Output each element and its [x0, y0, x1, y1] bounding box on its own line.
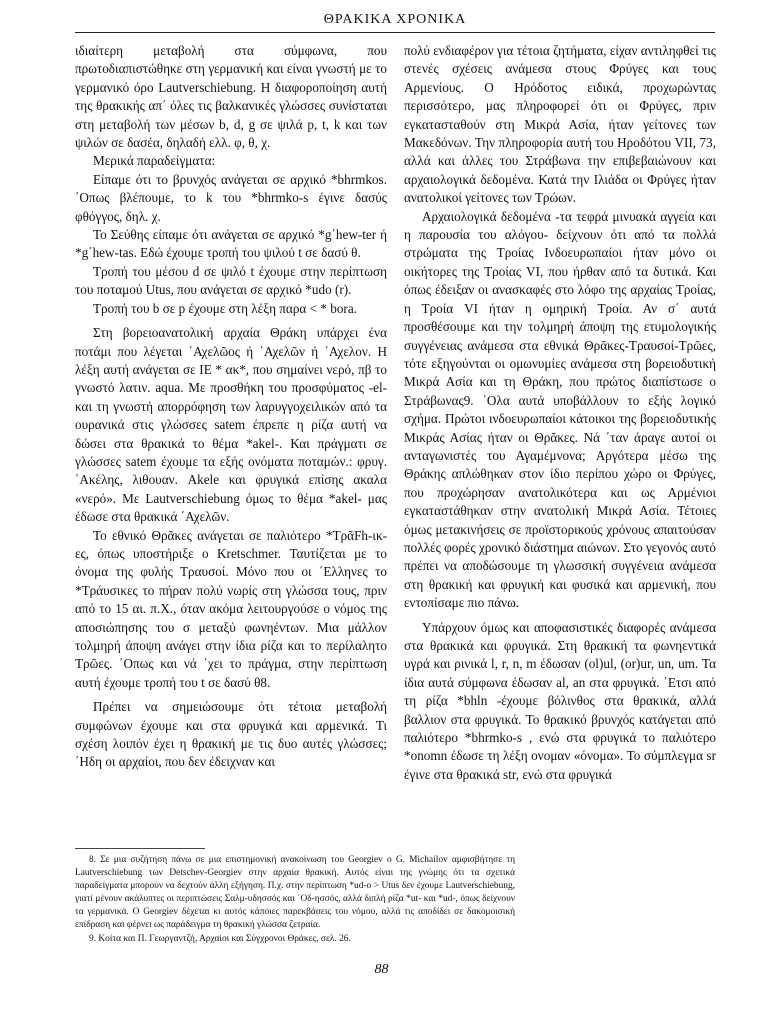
paragraph: Μερικά παραδείγματα: [93, 153, 216, 169]
paragraph: Πρέπει να σημειώσουμε ότι τέτοια μεταβολή συμφώνων έχουμε και στα φρυγικά και αρμενικά. Τι σχέση λοιπόν έχει η θρακική με τις δυο αυτές γλώσσες; ΄Ηδη οι αρχαίοι, που δεν έδειχναν και [75, 699, 387, 770]
paragraph: Στη βορειοανατολική αρχαία Θράκη υπάρχει ένα ποτάμι που λέγεται ΄Αχελῶος ή ΄Αχελῶν ή ΄Αχελον. Η λέξη αυτή ανάγεται σε ΙΕ * ακ*, που σημαίνει νερό, πβ το γνωστό λατιν. aqua. Με προσθήκη του προσφύματος -el- και τη γνωστή απορρόφηση των λαρυγγοχειλικών από τα ουρανικά στις γλώσσες satem έπρεπε η ρίζα αυτή να δώσει στα θρακικά το θέμα *akel-. Και πράγματι σε γλώσσες satem έχουμε τα εξής ονόματα ποταμών.: φρυγ. ΄Ακέλης, λιθουαν. Akele και φρυγικά επίσης ακαλα «νερό». Με Lautverschiebung όμως το θέμα *akel- μας έδωσε στα θρακικά ΄Αχελῶν. [75, 325, 387, 525]
paragraph: Τροπή του b σε p έχουμε στη λέξη παρα < * bora. [93, 300, 357, 316]
paragraph: Το Σεύθης είπαμε ότι ανάγεται σε αρχικό *g΄hew-ter ή *g΄hew-tas. Εδώ έχουμε τροπή του ψιλού t σε δασύ θ. [75, 227, 387, 261]
footnote: 8. Σε μια συζήτηση πάνω σε μια επιστημονική ανακοίνωση του Georgiev ο G. Michailov αμφισβήτησε τη Lautverschiebung των Detschev-Georgiev στην αρχαία θρακική. Αυτός είναι της γνώμης ότι τα σχετικά παραδείγματα μπορούν να δεχτούν άλλη εξήγηση. Π.χ. στην περίπτωση *ud-o > Utus δεν έχουμε Lautverschiebung, γιατί μένουν ακάλυπτες οι περιπτώσεις Σαλμ-υδησσός και ΄Οδ-ησσός, αλλά διπλή ρίζα *ut- και *ud-, όπως δείχνουν τα γερμανικά. Ο Georgiev δέχεται κι αυτός κάποιες παρεκβάσεις του νόμου, αλλά τις αποδίδει σε δακομοισική επίδραση και φέρνει ως παράδειγμα τη θρακική γλώσσα ζετραία. [75, 855, 515, 931]
paragraph: Υπάρχουν όμως και αποφασιστικές διαφορές ανάμεσα στα θρακικά και φρυγικά. Στη θρακική τα φωνηεντικά υγρά και ρινικά l, r, n, m έδωσαν (ol)ul, (or)ur, un, um. Τα ίδια αυτά σύμφωνα έδωσαν al, an στα φρυγικά. ΄Ετσι από τη ρίζα *bhln -έχουμε βόλινθος στα θρακικά, αλλά βαλλιον στα φρυγικά. Το θρακικό βρυνχός κατάγεται από παλιότερο *bhrmko-s , ενώ στα φρυγικά το παλιότερο *onomn έδωσε τη λέξη ονομαν «όνομα». Το σύμπλεγμα sr έγινε στα θρακικά str, ενώ στα φρυγικά [404, 619, 716, 782]
paragraph: Αρχαιολογικά δεδομένα -τα τεφρά μινυακά αγγεία και η παρουσία του αλόγου- δείχνουν ότι από τα πολλά στρώματα της Τροίας Ινδοευρωπαίοι ήταν μόνο οι οικήτορες της Τροίας VI, που ήρθαν από τα δυτικά. Και όπως έδειξαν οι ανασκαφές στο λόφο της αρχαίας Τροίας, η Τροία VI ήταν η ομηρική Τροία. Αν σ΄ αυτά προσθέσουμε και την τολμηρή άποψη της ετυμολογικής συγγένειας ανάμεσα στα εθνικά Θρᾶκες-Τραυσοί-Τρῶες, τότε εξηγούνται οι ομωνυμίες ανάμεσα στη βορειοδυτική Μικρά Ασία και τη Θράκη, που πρώτος διαπίστωσε ο Στράβωνας9. ΄Ολα αυτά υποβάλλουν το εξής λογικό σχήμα. Πρώτοι ινδοευρωπαίοι κάτοικοι της βορειοδυτικής Μικράς Ασίας ήταν οι Θρᾶκες. Νά ΄ταν άραγε αυτοί οι ανταγωνιστές του Αγαμέμνονα; Αργότερα μέσω της Θράκης απλώθηκαν στον ίδιο περίπου χώρο οι Φρύγες, που προχώρησαν ανατολικότερα και ως Αρμένιοι εγκαταστάθηκαν στην ανατολική Μικρά Ασία. Τέτοιες όμως μετακινήσεις σε προϊστορικούς χρόνους απαιτούσαν πολλές φορές χρονικό διάστημα αιώνων. Στο γεγονός αυτό πρέπει να αποδώσουμε τη γλωσσική συγγένεια ανάμεσα στη θρακική και φρυγική και φυσικά και αρμενική, που εντοπίσαμε πιο πάνω. [404, 208, 716, 611]
footnotes [75, 854, 515, 946]
paragraph: Τροπή του μέσου d σε ψιλό t έχουμε στην περίπτωση του ποταμού Utus, που ανάγεται σε αρχικό *udo (r). [75, 263, 387, 298]
left-column [75, 42, 387, 772]
header-rule [75, 32, 715, 33]
running-header: ΘΡΑΚΙΚΑ ΧΡΟΝΙΚΑ [323, 12, 467, 27]
footnote-rule [75, 848, 205, 849]
paragraph: πολύ ενδιαφέρον για τέτοια ζητήματα, είχαν αντιληφθεί τις στενές σχέσεις ανάμεσα στους Φρύγες και τους Αρμενίους. Ο Ηρόδοτος ειδικά, προχωρώντας περισσότερο, μας πληροφορεί ότι οι Φρύγες, πριν εγκατασταθούν στη Μικρά Ασία, ήταν γείτονες των Μακεδόνων. Την πληροφορία αυτή του Ηροδότου VII, 73, αλλά και άλλες του Στράβωνα την επιβεβαιώνουν και αρχαιολογικά δεδομένα. Κατά την Ιλιάδα οι Φρύγες ήταν ανατολικοί γείτονες των Τρώων. [404, 43, 716, 206]
right-column [404, 42, 716, 784]
paragraph: Είπαμε ότι το βρυνχός ανάγεται σε αρχικό *bhrmkos. ΄Οπως βλέπουμε, το k του *bhrmko-s έγινε δασύς φθόγγος, δηλ. χ. [75, 171, 387, 224]
paragraph: ιδιαίτερη μεταβολή στα σύμφωνα, που πρωτοδιαπιστώθηκε στη γερμανική και είναι γνωστή με το γερμανικό όρο Lautverschiebung. Η διαφοροποίηση αυτή της θρακικής απ΄ όλες τις βαλκανικές γλώσσες συνίσταται στη μεταβολή των μέσων b, d, g σε ψιλά p, t, k και των ψιλών σε δασέα, δηλαδή ελλ. φ, θ, χ. [75, 43, 387, 151]
page-number: 88 [374, 962, 389, 977]
paragraph: Το εθνικό Θρᾶκες ανάγεται σε παλιότερο *ΤρᾶFh-ικ-ες, όπως υποστήριξε ο Kretschmer. Ταυτίζεται με το όνομα της φυλής Τραυσοί. Μόνο που οι ΄Ελληνες το *Τράυσικες το πήραν πολύ νωρίς στη γλώσσα τους, πριν από το 15 αι. π.Χ., όταν ακόμα λειτουργούσε ο νόμος της αποσιώπησης του σ μεταξύ φωνηέντων. Μια μάλλον τολμηρή άποψη ανάγει στην ίδια ρίζα και το περίλαλητο Τρῶες. ΄Οπως και νά ΄χει το πράγμα, στην περίπτωση αυτή έχουμε τροπή του t σε δασύ θ8. [75, 527, 387, 690]
footnote: 9. Κοίτα και Π. Γεωργαντζή, Αρχαίοι και Σύγχρονοι Θράκες, σελ. 26. [89, 933, 351, 944]
